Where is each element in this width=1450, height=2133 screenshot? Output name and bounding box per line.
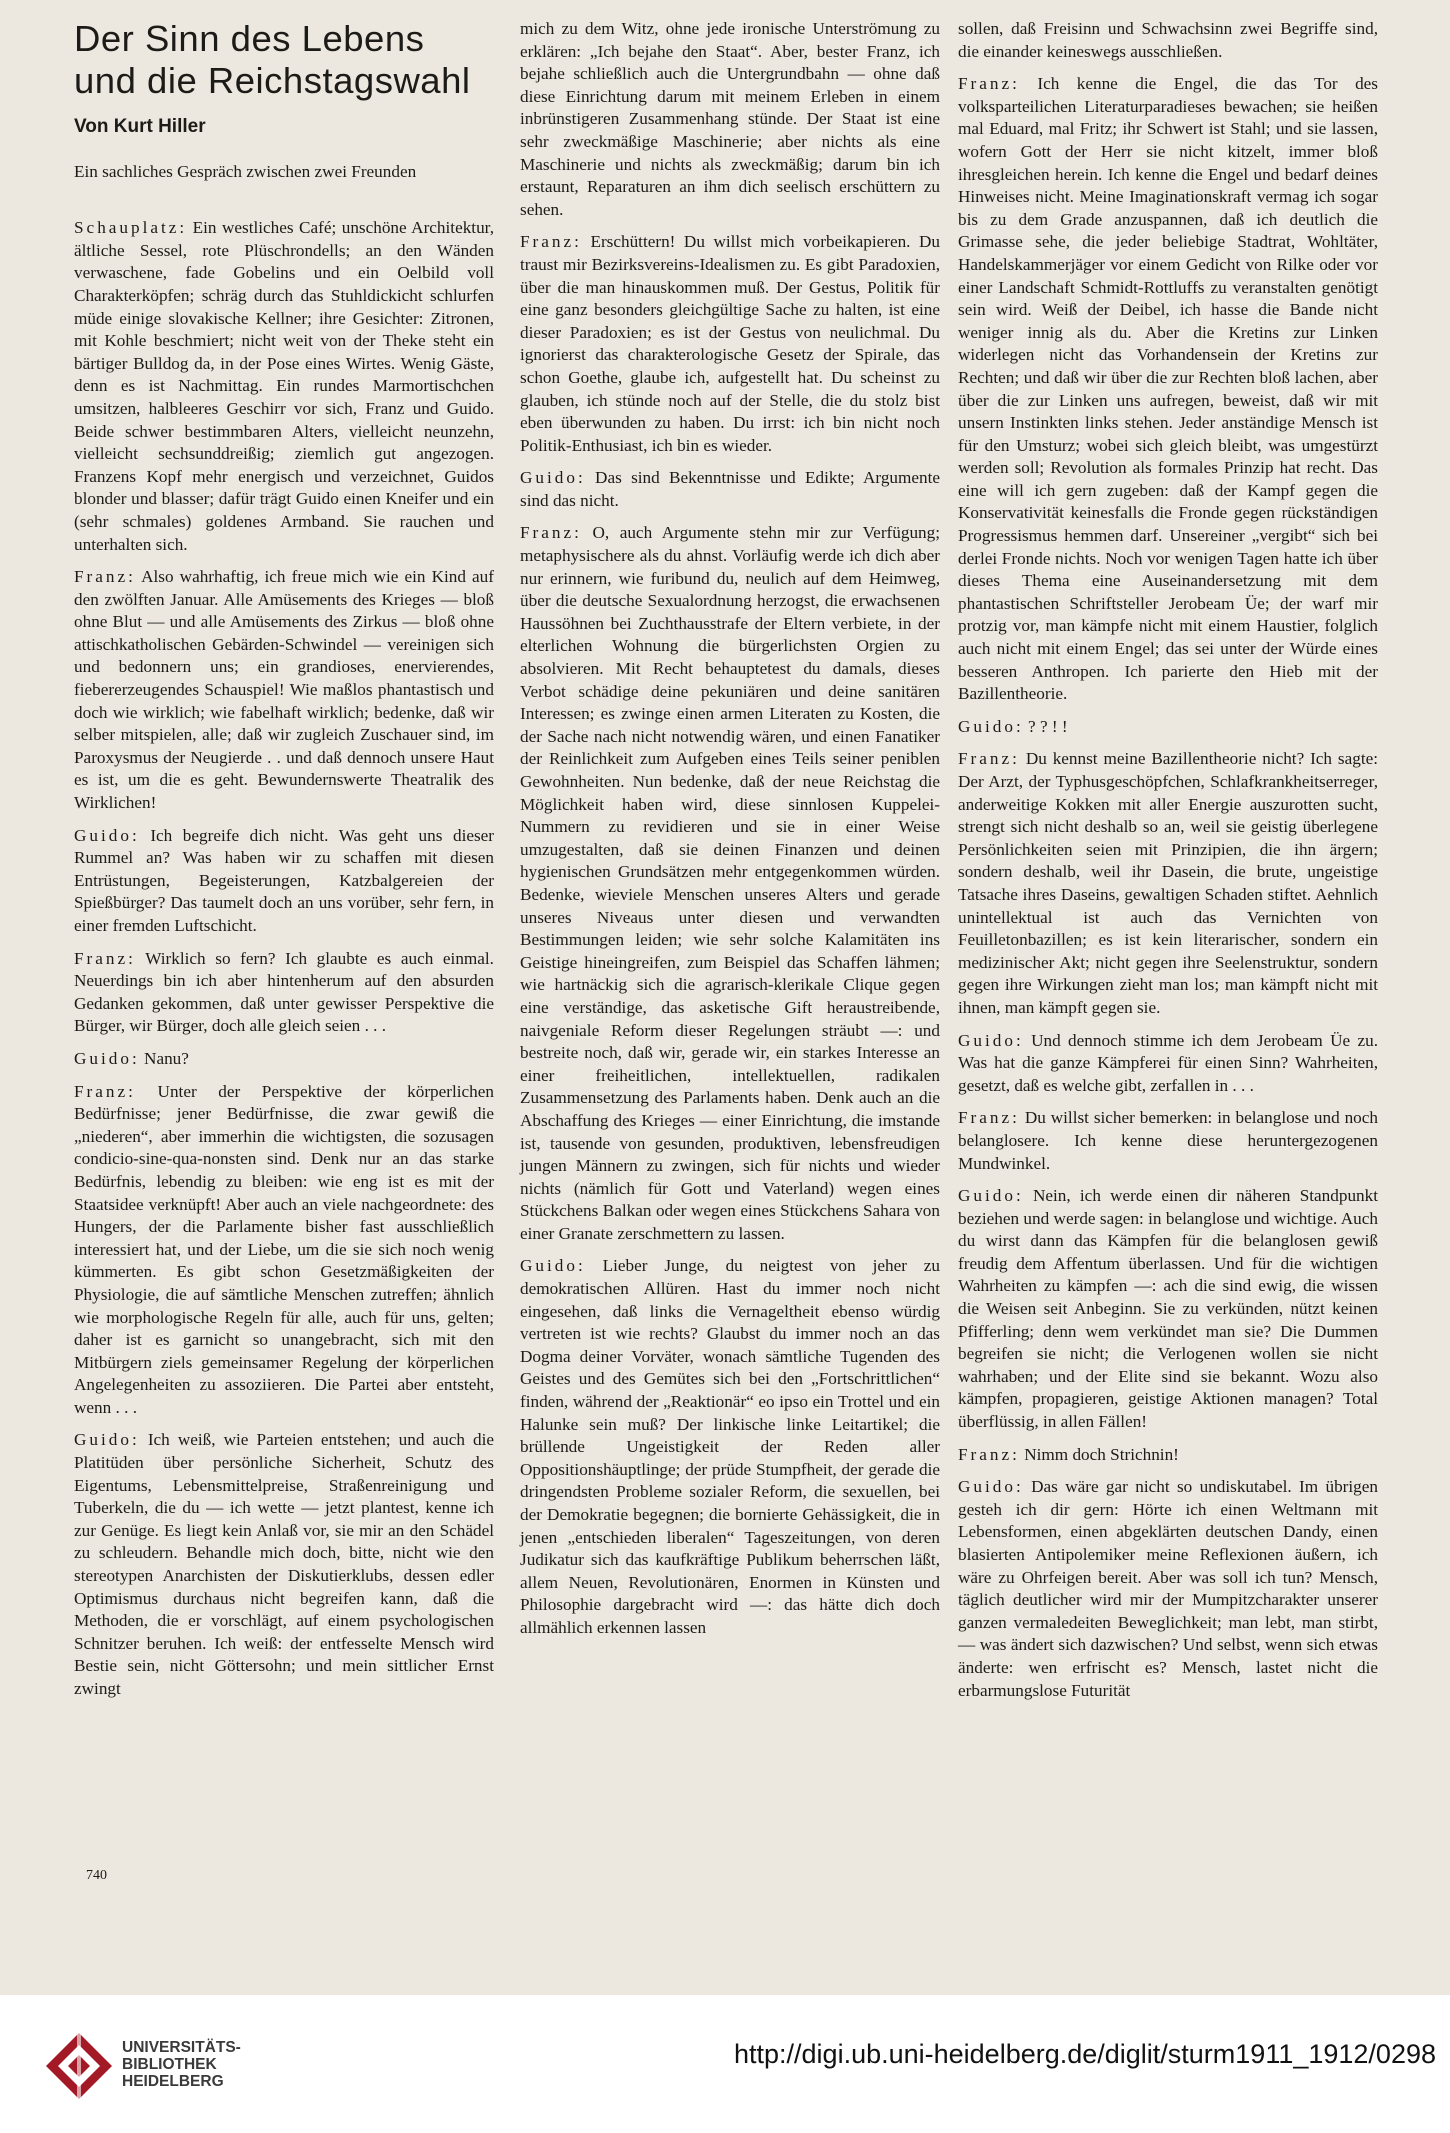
paragraph-text: Ich begreife dich nicht. Was geht uns dieser Rummel an? Was haben wir zu schaffen mit diesen Entrüstungen, Begeisterungen, Katzbalgereien der Spießbürger? Das taumelt doch an uns vorüber, sehr fern, in einer fremden Luftschicht.: [74, 825, 495, 935]
speaker-label: Franz:: [958, 74, 1020, 94]
dialogue-paragraph: [74, 1048, 494, 1071]
article-title: [74, 18, 494, 102]
paragraph-text: Lieber Junge, du neigtest von jeher zu demokratischen Allüren. Hast du immer noch nicht eingesehen, daß links die Vernageltheit ebenso würdig vertreten ist wie rechts? Glaubst du immer noch an das Dogma deiner Vorväter, wonach sämtliche Tugenden des Geistes und des Gemütes sich bei den „Fortschrittlichen“ finden, während der „Reaktionär“ eo ipso ein Trottel und ein Halunke sein muß? Der linkische linke Leitartikel; die brüllende Ungeistigkeit der Reden aller Oppositionshäuptlinge; der prüde Stumpfheit, der gerade die dringendsten Probleme sozialer Reform, die sexuellen, bei der Demokratie begegnen; die bornierte Gehässigkeit, die in jenen „entschieden liberalen“ Tageszeitungen, von deren Judikatur sich das kaufkräftige Publikum beherrschen läßt, allem Neuen, Revolutionären, Enormen in Künsten und Philosophie dargebracht wird —: das hätte dich doch allmählich erkennen lassen: [520, 1256, 940, 1637]
dialogue-paragraph: [958, 1444, 1378, 1467]
speaker-label: Guido:: [958, 1030, 1024, 1050]
speaker-label: Schauplatz:: [74, 218, 188, 238]
paragraph-text: Wirklich so fern? Ich glaubte es auch einmal. Neuerdings bin ich aber hintenherum auf den absurden Gedanken gekommen, daß unter gewisser Perspektive die Bürger, wir Bürger, doch alle gleich seien . . .: [74, 948, 494, 1036]
speaker-label: Guido:: [958, 1186, 1024, 1206]
speaker-label: Franz:: [520, 523, 582, 543]
paragraph-text: Du willst sicher bemerken: in belanglose und noch belanglosere. Ich kenne diese heruntergezogenen Mundwinkel.: [958, 1108, 1378, 1173]
article-author: Von Kurt Hiller: [74, 116, 206, 137]
paragraph-text: Das wäre gar nicht so undiskutabel. Im übrigen gesteh ich dir gern: Hörte ich einen Weltmann mit Lebensformen, einen abgeklärten deutschen Dandy, einen blasierten Antipolemiker meine Reflexionen äußern, ich wäre zu Ohrfeigen bereit. Aber was soll ich tun? Mensch, täglich deutlicher wird mir der Mumpitzcharakter unserer ganzen vermaledeiten Beweglichkeit; man lebt, man stirbt, — was ändert sich dazwischen? Und selbst, wenn sich etwas änderte: wen erfrischt es? Mensch, lastet nicht die erbarmungslose Futurität: [958, 1477, 1379, 1700]
page-number: 740: [86, 1868, 107, 1883]
dialogue-paragraph: [520, 467, 940, 512]
dialogue-paragraph: [74, 948, 494, 1038]
speaker-label: Guido:: [74, 825, 140, 845]
paragraph-text: O, auch Argumente stehn mir zur Verfügung; metaphysischere als du ahnst. Vorläufig werde ich dich aber nur erinnern, wie furibund du, neulich auf dem Heimweg, über die deutsche Sexualordnung herzogst, die erwachsenen Haussöhnen bei Zuchthausstrafe der Eltern verbiete, in der elterlichen Wohnung die bürgerlichsten Orgien zu absolvieren. Mit Recht behauptetest du damals, dieses Verbot schädige deine pekuniären und deine sanitären Interessen; es zwinge einen armen Literaten zu Kosten, die der Sache nach nicht notwendig wären, und einen Fanatiker der Reinlichkeit zum Aufgeben eines Teils seiner peniblen Gewohnheiten. Nun bedenke, daß der neue Reichstag die Möglichkeit haben wird, diese sinnlosen Kuppelei-Nummern zu revidieren und sie in einer Weise umzugestalten, daß sie deinen Finanzen und deinen hygienischen Grundsätzen mehr entgegenkommen würden. Bedenke, wieviele Menschen unseres Alters und gerade unseres Niveaus unter diesen und verwandten Bestimmungen leiden; wie sehr solche Kalamitäten ins Geistige hineingreifen, zum Beispiel das Schaffen lähmen; wie hartnäckig sich die agrarisch-klerikale Clique gegen eine verständige, das asketische Gift heraustreibende, naivgeniale Reform dieser Regelungen sträubt —: und bestreite noch, daß wir, gerade wir, ein starkes Interesse an einer freiheitlichen, intellektuellen, radikalen Zusammensetzung des Parlaments haben. Denk auch an die Abschaffung des Krieges — einer Einrichtung, die imstande ist, tausende von gesunden, produktiven, lebensfreudigen jungen Männern zu zwingen, sich für nichts und wieder nichts (nämlich für Gott und Vaterland) wegen eines Stückchens Balkan oder wegen eines Stückchens Sahara von einer Granate zerschmettern zu lassen.: [520, 523, 941, 1243]
dialogue-paragraph: [74, 825, 494, 938]
library-name-line-3: HEIDELBERG: [122, 2073, 224, 2090]
dialogue-paragraph: [74, 566, 494, 815]
paragraph-text: Nein, ich werde einen dir näheren Standpunkt beziehen und werde sagen: in belanglose und wichtige. Auch du wirst dann das Kämpfen für die belanglosen gewiß freudig dem Affentum überlassen. Und für die wichtigen Wahrheiten zu kämpfen —: ach die sind ewig, die wissen die Weisen seit Anbeginn. Sie zu verkünden, nützt keinen Pfifferling; denn wem verkündet man sie? Die Dummen begreifen sie nicht; die Verlogenen wollen sie nicht wahrhaben; und der Elite sind sie bekannt. Wozu also kämpfen, propagieren, geistige Aktionen managen? Total überflüssig, in allen Fällen!: [958, 1186, 1379, 1432]
speaker-label: Franz:: [520, 232, 582, 252]
dialogue-paragraph: [520, 18, 940, 221]
article-column-3: [958, 18, 1378, 1702]
paragraph-text: Unter der Perspektive der körperlichen Bedürfnisse; jener Bedürfnisse, die zwar gewiß die „niederen“, aber immerhin die wichtigsten, die sozusagen condicio-sine-qua-nonsten sind. Denk nur an das starke Bedürfnis, lebendig zu bleiben: wie eng ist es mit der Staatsidee verknüpft! Aber auch an viele nachgeordnete: des Hungers, der die Parlamente bisher fast ausschließlich interessiert hat, und der Liebe, um die sie sich noch wenig kümmerten. Es gibt schon Gesetzmäßigkeiten der Physiologie, die auf sämtliche Menschen zutreffen; ähnlich wie morphologische Regeln für alle, auch für uns, gelten; daher ist es garnicht so unangebracht, sich mit den Mitbürgern ziels gemeinsamer Regelung der körperlichen Angelegenheiten zu assoziieren. Die Partei aber entsteht, wenn . . .: [74, 1081, 494, 1417]
dialogue-paragraph: [520, 1255, 940, 1639]
dialogue-paragraph: [958, 1030, 1378, 1098]
speaker-label: Franz:: [74, 1081, 136, 1101]
dialogue-paragraph: [74, 1081, 494, 1420]
speaker-label: Guido:: [520, 1256, 586, 1276]
dialogue-paragraph: [520, 522, 940, 1245]
speaker-label: Guido:: [74, 1048, 140, 1068]
library-name-line-1: UNIVERSITÄTS-: [122, 2039, 241, 2056]
title-line-2: und die Reichstagswahl: [74, 60, 471, 101]
viewer-footer: [0, 1995, 1450, 2133]
paragraph-text: ? ? ! !: [1028, 716, 1068, 736]
paragraph-text: Ein westliches Café; unschöne Architektur, ältliche Sessel, rote Plüschrondells; an den Wänden verwaschene, fade Gobelins und ein Oelbild voll Charakterköpfen; schräg durch das Stuhldickicht schlurfen müde einige slovakische Kellner; ihre Gesichter: Zitronen, mit Kohle beschmiert; nicht weit von der Theke steht ein bärtiger Bulldog da, in der Pose eines Wirtes. Wenig Gäste, denn es ist Nachmittag. Ein rundes Marmortischchen umsitzen, halbleeres Geschirr vor sich, Franz und Guido. Beide schwer bestimmbaren Alters, vielleicht neunzehn, vielleicht sechsunddreißig; ziemlich gut angezogen. Franzens Kopf mehr energisch und verzeichnet, Guidos blonder und blasser; dafür trägt Guido einen Kneifer und ein (sehr schmales) goldenes Armband. Sie rauchen und unterhalten sich.: [74, 218, 494, 554]
library-name-line-2: BIBLIOTHEK: [122, 2056, 217, 2073]
library-name: [122, 2039, 241, 2090]
speaker-label: Franz:: [958, 749, 1020, 769]
speaker-label: Guido:: [520, 468, 586, 488]
paragraph-text: Und dennoch stimme ich dem Jerobeam Üe zu. Was hat die ganze Kämpferei für einen Sinn? Wahrheiten, gesetzt, daß es welche gibt, zerfallen in . . .: [958, 1030, 1379, 1095]
speaker-label: Guido:: [74, 1430, 140, 1450]
dialogue-paragraph: [958, 748, 1378, 1019]
dialogue-paragraph: [74, 1429, 494, 1700]
paragraph-text: Ich kenne die Engel, die das Tor des volksparteilichen Literaturparadieses bewachen; sie heißen mal Eduard, mal Fritz; ihr Schwert ist Stahl; und sie lassen, wofern Gott der Herr sie nicht kitzelt, immer bloß ihresgleichen herein. Ich kenne die Engel und bedarf deines Hinweises nicht. Meine Imaginationskraft vermag ich sogar bis zu dem Grade anzuspannen, daß ich deutlich die Grimasse sehe, die jeder beliebige Stadtrat, Wohltäter, Handelskammerjäger vor einem Gedicht von Rilke oder vor einer Landschaft Schmidt-Rottluffs zu veranstalten genötigt sein wird. Weiß der Deibel, ich hasse die Bande nicht weniger innig als du. Aber die Kretins zur Linken widerlegen nicht das Vorhandensein der Kretins zur Rechten; und daß wir über die zur Rechten bloß lachen, aber über die zur Linken uns aufregen, beweist, daß wir mit unsern Instinkten links stehen. Jeder anständige Mensch ist für den Umsturz; wobei sich gleich bleibt, was umgestürzt werden soll; Revolution als formales Prinzip hat recht. Das eine will ich gern zugeben: daß der Kampf gegen die Konservativität keinesfalls die Fronde gegen rückständigen Progressismus hemmen darf. Unsereiner „vergibt“ sich bei derlei Fronde nichts. Noch vor wenigen Tagen hatte ich über dieses Thema eine Auseinandersetzung mit dem phantastischen Schriftsteller Jerobeam Üe; der warf mir protzig vor, man kämpfe nicht mit einem Haustier, folglich auch nicht mit einem Engel; das sei unter der Würde eines besseren Anthropen. Ich parierte den Hieb mit der Bazillentheorie.: [958, 74, 1378, 704]
dialogue-paragraph: [958, 1476, 1378, 1702]
dialogue-paragraph: [958, 716, 1378, 739]
dialogue-paragraph: [958, 1185, 1378, 1434]
speaker-label: Franz:: [74, 567, 136, 587]
paragraph-text: Erschüttern! Du willst mich vorbeikapieren. Du traust mir Bezirksvereins-Idealismen zu. Es gibt Paradoxien, über die man hinauskommen muß. Der Gestus, Politik für eine ganz besonders gleichgültige Sache zu halten, ist eine dieser Paradoxien; es ist der Gestus von neulichmal. Du ignorierst das charakterologische Gesetz der Spirale, das schon Goethe, glaube ich, aufgestellt hat. Du scheinst zu glauben, ich stünde noch auf der Stelle, die du stolz bist eben überwunden zu haben. Du irrst: ich bin nicht noch Politik-Enthusiast, ich bin es wieder.: [520, 232, 940, 455]
library-logo-icon: [44, 2031, 114, 2101]
dialogue-paragraph: [958, 73, 1378, 706]
paragraph-text: sollen, daß Freisinn und Schwachsinn zwei Begriffe sind, die einander keineswegs ausschließen.: [958, 19, 1378, 61]
paragraph-text: Ich weiß, wie Parteien entstehen; und auch die Platitüden über persönliche Sicherheit, Schutz des Eigentums, Lebensmittelpreise, Straßenreinigung und Tuberkeln, die du — ich wette — jetzt plantest, kenne ich zur Genüge. Es liegt kein Anlaß vor, sie mir an den Schädel zu schleudern. Behandle mich doch, bitte, nicht wie den stereotypen Anarchisten der Diskutierklubs, dessen edler Optimismus durchaus nicht begreifen kann, daß die Methoden, die er vorschlägt, auf einem psychologischen Schnitzer beruhen. Ich weiß: der entfesselte Mensch wird Bestie sein, nicht Göttersohn; und mein sittlicher Ernst zwingt: [74, 1430, 495, 1698]
speaker-label: Franz:: [74, 948, 136, 968]
paragraph-text: Du kennst meine Bazillentheorie nicht? Ich sagte: Der Arzt, der Typhusgeschöpfchen, Schlafkrankheitserreger, anderweitige Kokken mit aller Energie auszurotten sucht, strengt sich nicht deshalb so an, weil sie geistig überlegene Persönlichkeiten seien mit Prinzipien, die ihn ärgern; sondern deshalb, weil ihr Dasein, die brute, ungeistige Tatsache ihres Daseins, gewaltigen Schaden stiftet. Aehnlich unintellektual ist auch das Vernichten von Feuilletonbazillen; es ist kein literarischer, sondern ein medizinischer Akt; nicht gegen ihre Seelenstruktur, sondern gegen ihre Wirkungen zieht man los; man kämpft nicht mit ihnen, man kämpft gegen sie.: [958, 749, 1378, 1017]
speaker-label: Franz:: [958, 1108, 1020, 1128]
article-column-1: [74, 18, 494, 1701]
paragraph-text: mich zu dem Witz, ohne jede ironische Unterströmung zu erklären: „Ich bejahe den Staat“. Aber, bester Franz, ich bejahe schließlich auch die Untergrundbahn — ohne daß diese Einrichtung darum mit meinem Erleben in einem inbrünstigeren Zusammenhang stünde. Der Staat ist eine sehr zweckmäßige Maschinerie; aber nichts als eine Maschinerie und nichts als zweckmäßig; darum bin ich erstaunt, Reparaturen an ihm dich seelisch erschüttern zu sehen.: [520, 19, 940, 219]
dialogue-paragraph: [958, 18, 1378, 63]
paragraph-text: Also wahrhaftig, ich freue mich wie ein Kind auf den zwölften Januar. Alle Amüsements des Krieges — bloß ohne Blut — und alle Amüsements des Zirkus — bloß ohne attischkatholischen Gebärden-Schwindel — vereinigen sich und bedonnern uns; ein grandioses, enervierendes, fiebererzeugendes Schauspiel! Wie maßlos phantastisch und doch wie wirklich; wie fabelhaft wirklich; bedenke, daß wir selber mitspielen, alle; daß wir zugleich Zuschauer sind, im Paroxysmus der Neugierde . . und daß dennoch unsere Haut es ist, um die es geht. Bewundernswerte Theatralik des Wirklichen!: [74, 567, 494, 813]
paragraph-text: Nanu?: [144, 1048, 189, 1068]
dialogue-paragraph: [958, 1107, 1378, 1175]
speaker-label: Franz:: [958, 1444, 1020, 1464]
speaker-label: Guido:: [958, 716, 1024, 736]
source-url-link[interactable]: http://digi.ub.uni-heidelberg.de/diglit/sturm1911_1912/0298: [734, 2039, 1436, 2069]
article-subtitle: Ein sachliches Gespräch zwischen zwei Freunden: [74, 161, 417, 181]
paragraph-text: Nimm doch Strichnin!: [1024, 1444, 1179, 1464]
stage-direction-paragraph: [74, 217, 494, 556]
speaker-label: Guido:: [958, 1477, 1024, 1497]
dialogue-paragraph: [520, 231, 940, 457]
article-column-2: [520, 18, 940, 1640]
paragraph-text: Das sind Bekenntnisse und Edikte; Argumente sind das nicht.: [520, 468, 941, 510]
title-line-1: Der Sinn des Lebens: [74, 18, 425, 59]
